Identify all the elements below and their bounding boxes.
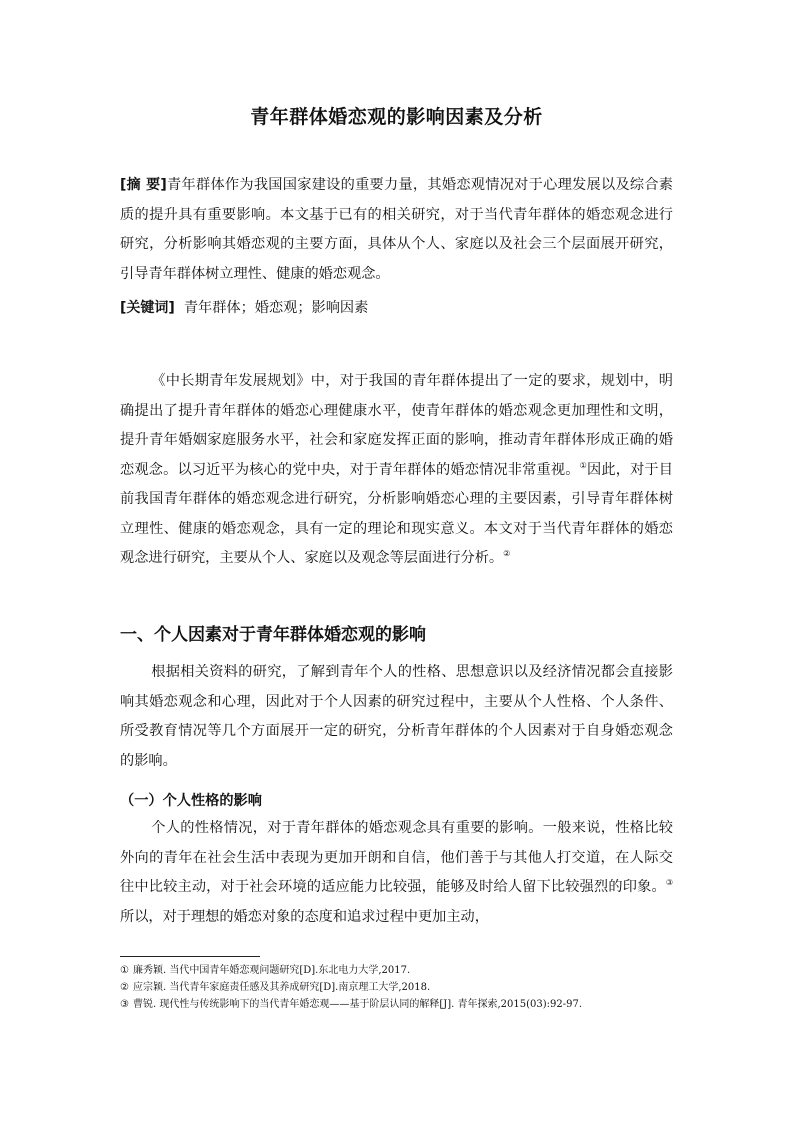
footnote-ref-2[interactable]: ② (503, 549, 511, 558)
footnote-item (120, 962, 673, 979)
footnote-ref-3[interactable]: ③ (665, 878, 673, 887)
keywords-text: 青年群体；婚恋观；影响因素 (183, 300, 369, 316)
footnote-text: 曹锐. 现代性与传统影响下的当代青年婚恋观——基于阶层认同的解释[J]. 青年探索,2015(03):92-97. (132, 999, 583, 1010)
intro-paragraph (120, 367, 673, 574)
footnote-text: 应宗颖. 当代青年家庭责任感及其养成研究[D].南京理工大学,2018. (132, 982, 431, 993)
abstract-label: [摘 要] (120, 177, 167, 193)
footnote-item (120, 996, 673, 1013)
footnote-divider (120, 956, 260, 957)
keywords-label: [关键词] (120, 300, 175, 316)
abstract-text: 青年群体作为我国国家建设的重要力量，其婚恋观情况对于心理发展以及综合素质的提升具有重要影响。本文基于已有的相关研究，对于当代青年群体的婚恋观念进行研究，分析影响其婚恋观的主要方面，具体从个人、家庭以及社会三个层面展开研究，引导青年群体树立理性、健康的婚恋观念。 (120, 177, 673, 282)
footnote-item (120, 979, 673, 996)
section-heading-1: 一、个人因素对于青年群体婚恋观的影响 (120, 625, 426, 645)
section1-paragraph: 根据相关资料的研究，了解到青年个人的性格、思想意识以及经济情况都会直接影响其婚恋观念和心理，因此对于个人因素的研究过程中，主要从个人性格、个人条件、所受教育情况等几个方面展开一定的研究，分析青年群体的个人因素对于自身婚恋观念的影响。 (120, 664, 673, 769)
footnote-text: 廉秀颖. 当代中国青年婚恋观问题研究[D].东北电力大学,2017. (132, 965, 411, 976)
paper-title: 青年群体婚恋观的影响因素及分析 (250, 106, 543, 128)
intro-text-2: 因此，对于目前我国青年群体的婚恋观念进行研究，分析影响婚恋心理的主要因素，引导青年群体树立理性、健康的婚恋观念，具有一定的理论和现实意义。本文对于当代青年群体的婚恋观念进行研究，主要从个人、家庭以及观念等层面进行分析。 (120, 461, 673, 566)
subsection1-paragraph (120, 814, 673, 932)
footnote-list (120, 962, 673, 1013)
sub1-text-2: 所以，对于理想的婚恋对象的态度和追求过程中更加主动， (120, 908, 489, 925)
footnote-ref-1[interactable]: ① (579, 460, 587, 470)
subsection-heading-1: （一）个人性格的影响 (120, 793, 262, 809)
footnote-mark: ③ (120, 999, 129, 1010)
keywords (120, 294, 673, 324)
footnote-mark: ② (120, 982, 129, 993)
intro-text-1: 《中长期青年发展规划》中，对于我国的青年群体提出了一定的要求，规划中，明确提出了提升青年群体的婚恋心理健康水平，使青年群体的婚恋观念更加理性和文明，提升青年婚姻家庭服务水平，社会和家庭发挥正面的影响，推动青年群体形成正确的婚恋观念。以习近平为核心的党中央，对于青年群体的婚恋情况非常重视。 (120, 373, 673, 478)
sub1-text-1: 个人的性格情况，对于青年群体的婚恋观念具有重要的影响。一般来说，性格比较外向的青年在社会生活中表现为更加开朗和自信，他们善于与其他人打交道，在人际交往中比较主动，对于社会环境的适应能力比较强，能够及时给人留下比较强烈的印象。 (120, 820, 673, 895)
abstract (120, 171, 673, 289)
footnote-mark: ① (120, 965, 129, 976)
